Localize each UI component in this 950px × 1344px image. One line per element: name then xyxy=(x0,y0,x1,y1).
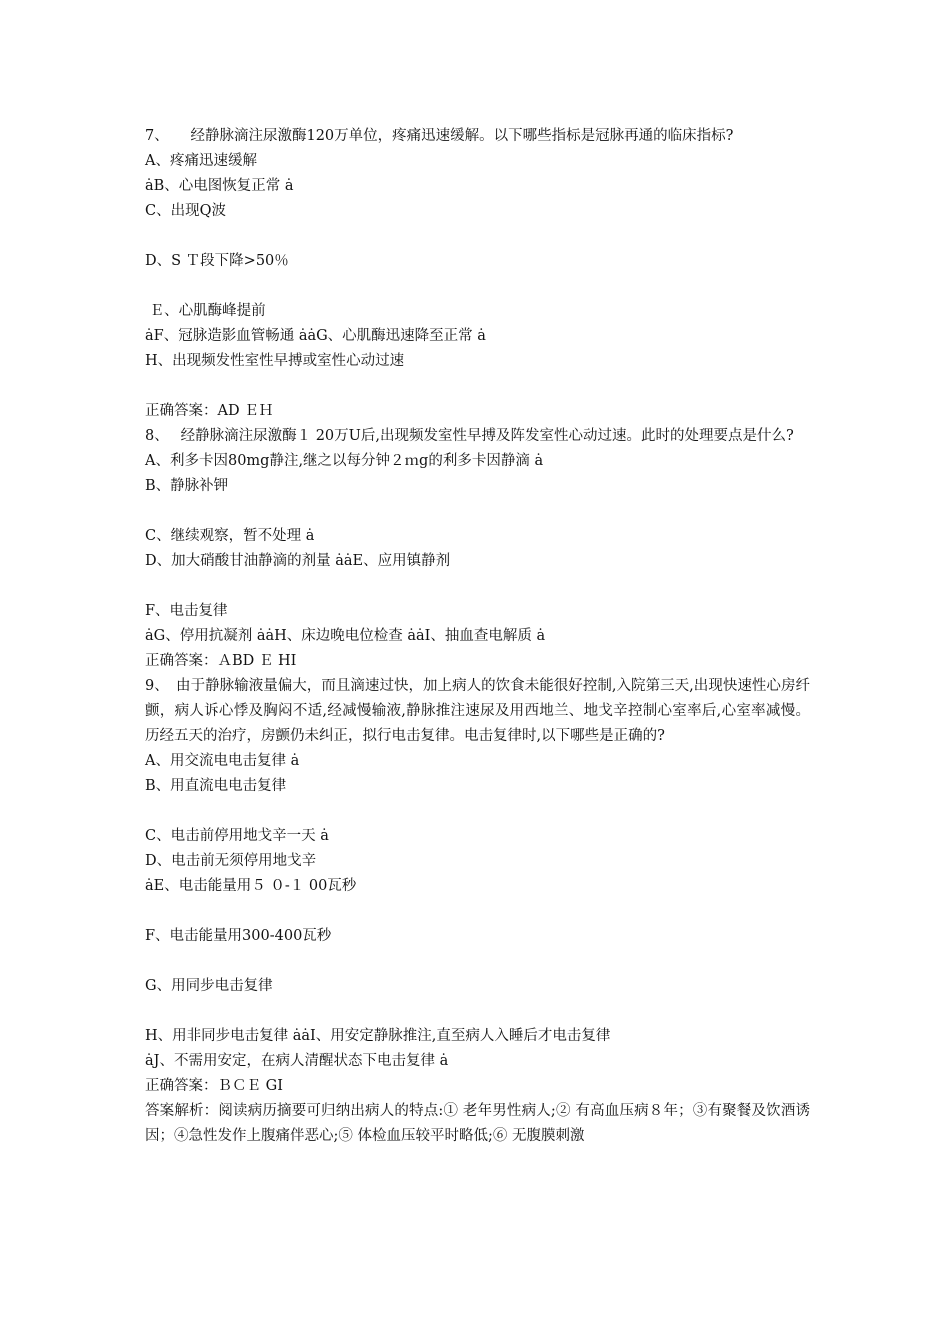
q9-option-j: ȧJ、不需用安定，在病人清醒状态下电击复律 ȧ xyxy=(145,1053,449,1069)
q9-option-a: A、用交流电电击复律 ȧ xyxy=(145,753,300,769)
q7-option-d: D、S Ｔ段下降>50％ xyxy=(145,253,289,269)
q9-option-c: C、电击前停用地戈辛一天 ȧ xyxy=(145,828,329,844)
blank-line xyxy=(145,374,810,399)
q8-question: 8、 经静脉滴注尿激酶１ 20万U后,出现频发室性早搏及阵发室性心动过速。此时的处理要点是什么? xyxy=(145,428,794,444)
q9-question: 9、 由于静脉输液量偏大，而且滴速过快，加上病人的饮食未能很好控制,入院第三天,出现快速性心房纤颤，病人诉心悸及胸闷不适,经减慢输液,静脉推注速尿及用西地兰、地戈辛控制心室率后,心室率减慢。历经五天的治疗，房颤仍未纠正，拟行电击复律。电击复律时,以下哪些是正确的? xyxy=(145,678,810,744)
q9-option-e: ȧE、电击能量用５ ０-１ 00瓦秒 xyxy=(145,878,357,894)
q9-explanation: 答案解析：阅读病历摘要可归纳出病人的特点:① 老年男性病人;② 有高血压病８年；③有聚餐及饮酒诱因；④急性发作上腹痛伴恶心;⑤ 体检血压较平时略低;⑥ 无腹膜刺激 xyxy=(145,1103,810,1144)
q9-option-h-i: H、用非同步电击复律 ȧȧI、用安定静脉推注,直至病人入睡后才电击复律 xyxy=(145,1028,611,1044)
q7-option-e: Ｅ、心肌酶峰提前 xyxy=(145,303,266,319)
q9-option-b: B、用直流电电击复律 xyxy=(145,778,287,794)
q8-option-d-e: D、加大硝酸甘油静滴的剂量 ȧȧE、应用镇静剂 xyxy=(145,553,451,569)
q7-option-c: C、出现Q波 xyxy=(145,203,226,219)
blank-line xyxy=(145,499,810,524)
q8-option-f: F、电击复律 xyxy=(145,603,228,619)
q8-option-b: B、静脉补钾 xyxy=(145,478,229,494)
q7-option-b: ȧB、心电图恢复正常 ȧ xyxy=(145,178,294,194)
q7-question: 7、 经静脉滴注尿激酶120万单位，疼痛迅速缓解。以下哪些指标是冠脉再通的临床指标? xyxy=(145,128,734,144)
q8-option-c: C、继续观察，暂不处理 ȧ xyxy=(145,528,315,544)
q7-option-a: A、疼痛迅速缓解 xyxy=(145,153,257,169)
q7-answer: 正确答案：AD ＥＨ xyxy=(145,403,274,419)
q9-answer: 正确答案：ＢＣＥ GI xyxy=(145,1078,283,1094)
blank-line xyxy=(145,799,810,824)
blank-line xyxy=(145,274,810,299)
blank-line xyxy=(145,899,810,924)
blank-line xyxy=(145,574,810,599)
q8-answer: 正确答案：ＡBD Ｅ HI xyxy=(145,653,297,669)
blank-line xyxy=(145,999,810,1024)
q8-option-a: A、利多卡因80mg静注,继之以每分钟２ｍg的利多卡因静滴 ȧ xyxy=(145,453,544,469)
q7-option-h: H、出现频发性室性早搏或室性心动过速 xyxy=(145,353,405,369)
blank-line xyxy=(145,949,810,974)
q8-option-g-h-i: ȧG、停用抗凝剂 ȧȧH、床边晚电位检查 ȧȧI、抽血查电解质 ȧ xyxy=(145,628,546,644)
q9-option-f: F、电击能量用300-400瓦秒 xyxy=(145,928,332,944)
q9-option-d: D、电击前无须停用地戈辛 xyxy=(145,853,317,869)
document-page xyxy=(145,124,810,1149)
q9-option-g: G、用同步电击复律 xyxy=(145,978,273,994)
q7-option-f-g: ȧF、冠脉造影血管畅通 ȧȧG、心肌酶迅速降至正常 ȧ xyxy=(145,328,486,344)
blank-line xyxy=(145,224,810,249)
